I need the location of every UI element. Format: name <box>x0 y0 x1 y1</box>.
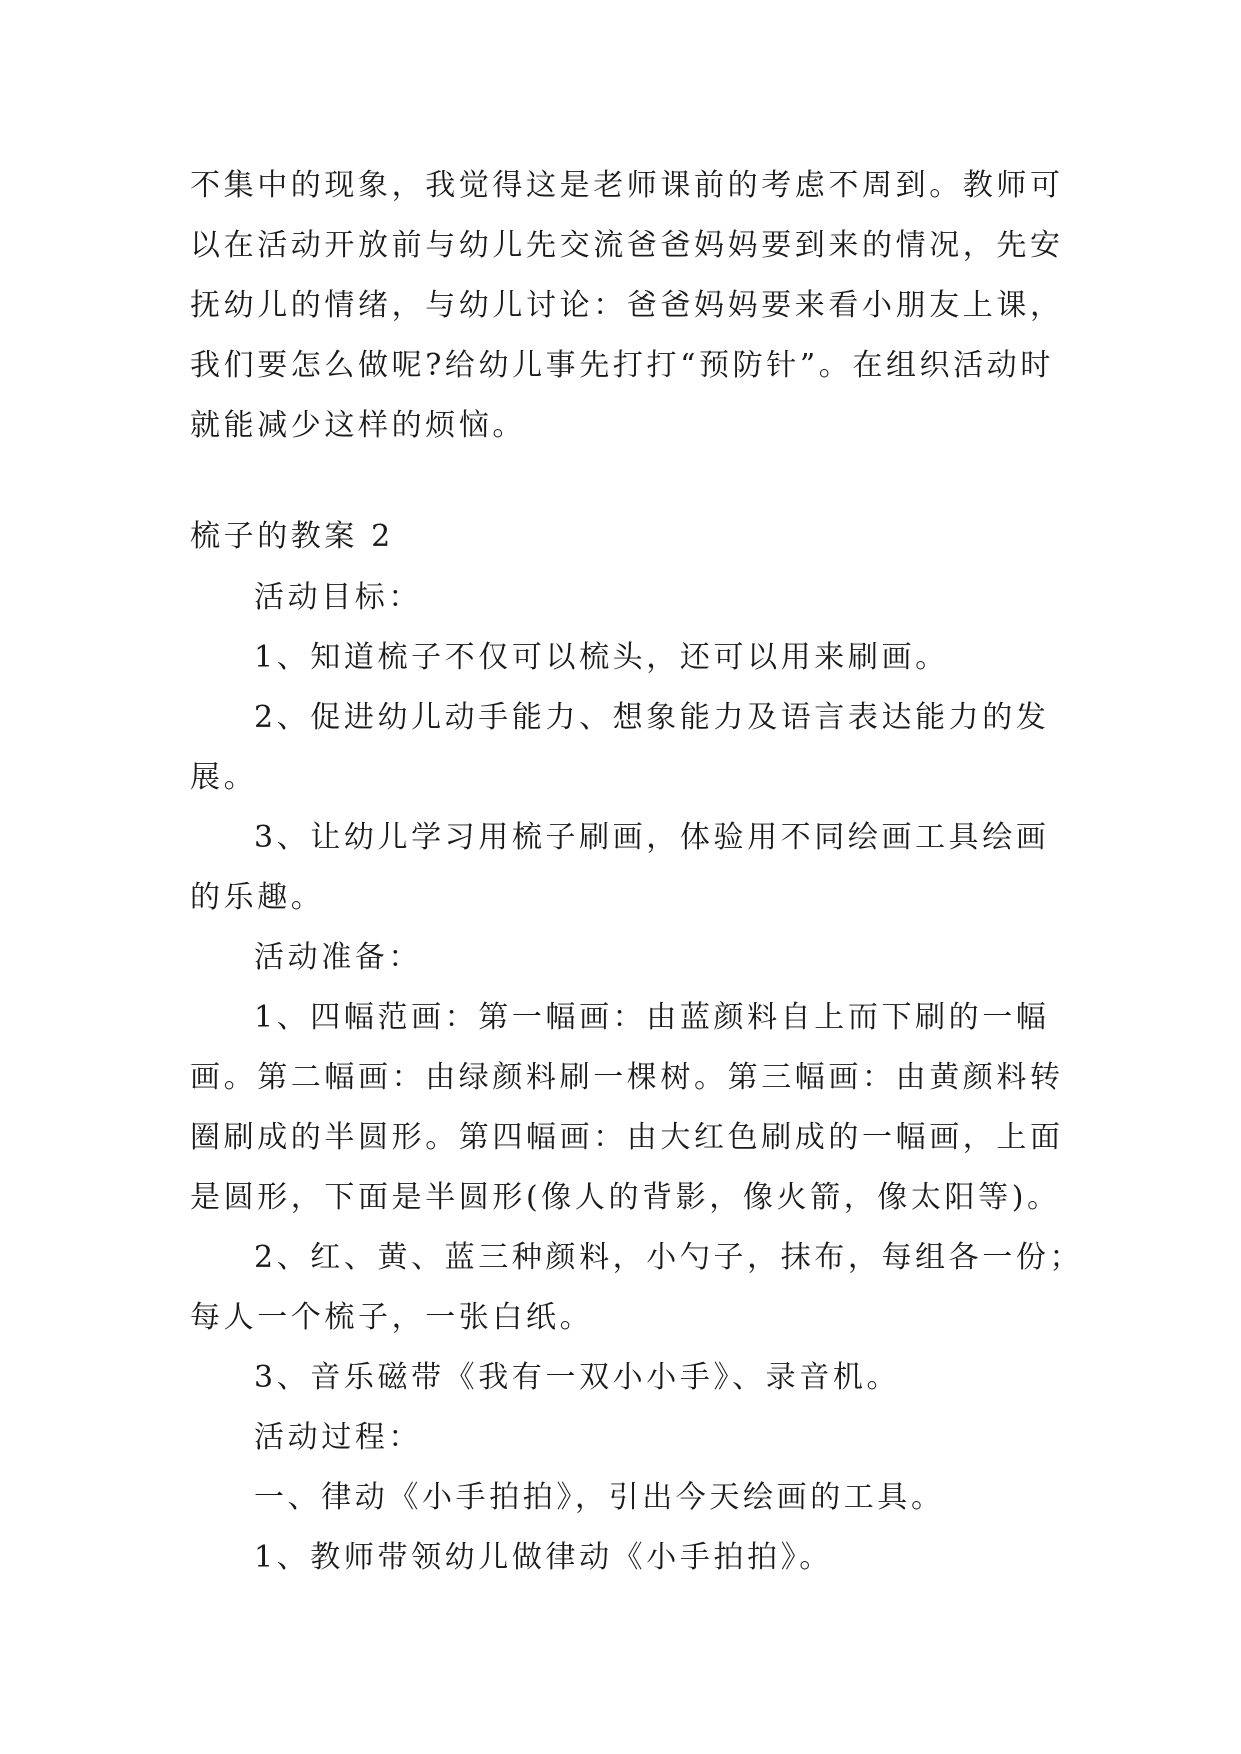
list-item: 1、教师带领幼儿做律动《小手拍拍》。 <box>254 1540 833 1575</box>
paragraph-line: 展。 <box>190 760 258 795</box>
paragraph-line: 不集中的现象，我觉得这是老师课前的考虑不周到。教师可 <box>190 168 1064 203</box>
list-item: 1、四幅范画：第一幅画：由蓝颜料自上而下刷的一幅 <box>254 1000 1050 1035</box>
paragraph-line: 画。第二幅画：由绿颜料刷一棵树。第三幅画：由黄颜料转 <box>190 1060 1064 1095</box>
list-item: 3、让幼儿学习用梳子刷画，体验用不同绘画工具绘画 <box>254 820 1050 855</box>
list-item: 2、促进幼儿动手能力、想象能力及语言表达能力的发 <box>254 700 1050 735</box>
paragraph-line: 以在活动开放前与幼儿先交流爸爸妈妈要到来的情况，先安 <box>190 228 1064 263</box>
list-item: 1、知道梳子不仅可以梳头，还可以用来刷画。 <box>254 640 949 675</box>
paragraph-line: 是圆形，下面是半圆形(像人的背影，像火箭，像太阳等)。 <box>190 1180 1061 1215</box>
paragraph-line: 我们要怎么做呢?给幼儿事先打打“预防针”。在组织活动时 <box>190 348 1054 383</box>
list-item: 2、红、黄、蓝三种颜料，小勺子，抹布，每组各一份； <box>254 1240 1084 1275</box>
subheading-goals: 活动目标： <box>254 580 422 615</box>
list-item: 3、音乐磁带《我有一双小小手》、录音机。 <box>254 1360 901 1395</box>
subheading-preparation: 活动准备： <box>254 940 422 975</box>
subheading-process: 活动过程： <box>254 1420 422 1455</box>
paragraph-line: 抚幼儿的情绪，与幼儿讨论：爸爸妈妈要来看小朋友上课， <box>190 288 1064 323</box>
list-item: 一、律动《小手拍拍》，引出今天绘画的工具。 <box>254 1480 945 1515</box>
paragraph-line: 圈刷成的半圆形。第四幅画：由大红色刷成的一幅画，上面 <box>190 1120 1064 1155</box>
paragraph-line: 的乐趣。 <box>190 880 325 915</box>
section-heading: 梳子的教案 2 <box>190 519 394 554</box>
paragraph-line: 就能减少这样的烦恼。 <box>190 408 526 443</box>
paragraph-line: 每人一个梳子，一张白纸。 <box>190 1300 594 1335</box>
